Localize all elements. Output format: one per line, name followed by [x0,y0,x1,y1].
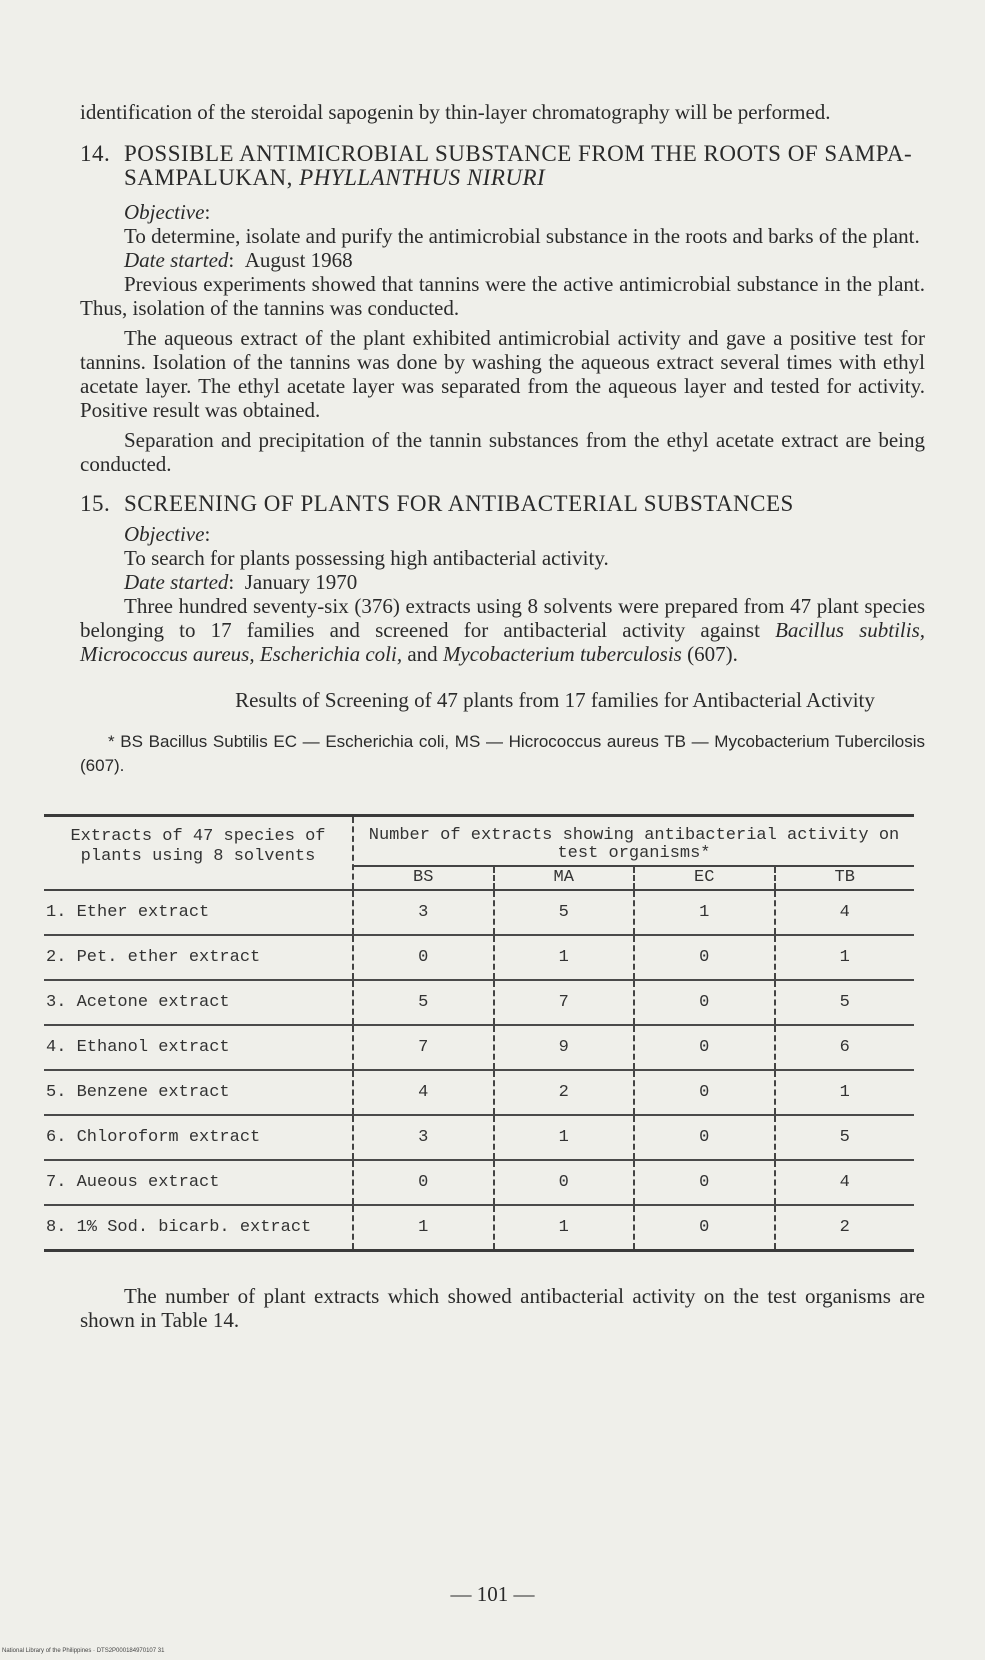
cell-ec: 0 [635,981,776,1024]
species-escherichia: Escherichia coli, [259,642,403,666]
para-text-and: and [407,642,438,666]
cell-bs: 0 [354,1161,495,1204]
table-row [44,1116,914,1161]
row-label: 2. Pet. ether extract [44,936,354,979]
cell-bs: 1 [354,1206,495,1249]
section-14-species: PHYLLANTHUS NIRURI [299,165,546,190]
section-14-objective-text: To determine, isolate and purify the antimicrobial substance in the roots and barks of the plant. [124,224,920,248]
date-label: Date started [124,570,229,594]
column-header-bs: BS [354,867,495,889]
cell-ec: 0 [635,1116,776,1159]
section-15-objective-label: Objective: [124,522,211,546]
cell-ma: 5 [495,891,636,934]
cell-bs: 7 [354,1026,495,1069]
table-caption: Results of Screening of 47 plants from 17 families for Antibacterial Activity [235,688,875,712]
objective-label: Objective [124,200,205,224]
cell-ec: 1 [635,891,776,934]
header-group [354,817,914,889]
date-label: Date started [124,248,229,272]
section-14-date: Date started: August 1968 [124,248,353,272]
cell-ma: 9 [495,1026,636,1069]
intro-text: identification of the steroidal sapogenin by thin-layer chromatography will be performed. [80,100,831,124]
species-micrococcus: Micrococcus aureus, [80,642,255,666]
table-row [44,1206,914,1249]
section-15-objective-text: To search for plants possessing high antibacterial activity. [124,546,609,570]
column-header-ec: EC [635,867,776,889]
section-14-heading [80,142,925,190]
section-15-date: Date started: January 1970 [124,570,358,594]
closing-paragraph: The number of plant extracts which showed antibacterial activity on the test organisms are shown in Table 14. [80,1284,925,1332]
cell-ec: 0 [635,1071,776,1114]
section-14-para-1: Previous experiments showed that tannins were the active antimicrobial substance in the plant. Thus, isolation of the tannins was conducted. [80,272,925,320]
table-row [44,1161,914,1206]
row-label: 6. Chloroform extract [44,1116,354,1159]
reference: (607). [687,642,738,666]
cell-tb: 2 [839,1218,850,1237]
cell-bs: 4 [354,1071,495,1114]
section-14-para-3: Separation and precipitation of the tannin substances from the ethyl acetate extract are being conducted. [80,428,925,476]
header-columns [354,865,914,889]
species-bacillus: Bacillus subtilis, [775,618,925,642]
para-text: Three hundred seventy-six (376) extracts using 8 solvents were prepared from 47 plant species belonging to 17 families and screened for antibacterial activity against [80,594,925,642]
cell-tb: 6 [839,1038,850,1057]
table-row [44,936,914,981]
results-table [44,814,914,1252]
header-group-title: Number of extracts showing antibacterial activity on test organisms* [368,826,900,863]
section-15-heading [80,492,925,516]
table-row [44,1071,914,1116]
cell-ma: 1 [495,936,636,979]
date-value: August 1968 [244,248,353,272]
section-15-title: SCREENING OF PLANTS FOR ANTIBACTERIAL SUBSTANCES [124,491,794,516]
row-label: 1. Ether extract [44,891,354,934]
page-number: — 101 — [450,1582,535,1606]
cell-bs: 3 [354,891,495,934]
header-extracts: Extracts of 47 species of plants using 8 solvents [44,817,354,889]
cell-ma: 1 [495,1116,636,1159]
cell-ec: 0 [635,936,776,979]
cell-ma: 2 [495,1071,636,1114]
cell-ma: 7 [495,981,636,1024]
row-label: 3. Acetone extract [44,981,354,1024]
table-header [44,817,914,891]
cell-tb: 1 [839,1083,850,1102]
cell-tb: 5 [839,993,850,1012]
date-value: January 1970 [244,570,358,594]
cell-tb: 5 [839,1128,850,1147]
table-row [44,891,914,936]
table-row [44,981,914,1026]
cell-ma: 1 [495,1206,636,1249]
cell-bs: 5 [354,981,495,1024]
cell-bs: 0 [354,936,495,979]
scan-footer: National Library of the Philippines · DTS2P000184970107 31 [2,1648,165,1654]
row-label: 7. Aueous extract [44,1161,354,1204]
table-footnote: * BS Bacillus Subtilis EC — Escherichia coli, MS — Hicrococcus aureus TB — Mycobacterium Tubercilosis (607). [80,732,925,775]
cell-ec: 0 [635,1026,776,1069]
cell-ma: 0 [495,1161,636,1204]
species-mycobacterium: Mycobacterium tuberculosis [442,642,682,666]
section-15-number: 15. [80,491,111,516]
section-14-title: POSSIBLE ANTIMICROBIAL SUBSTANCE FROM THE ROOTS OF SAMPA-SAMPALUKAN, [124,141,913,190]
cell-tb: 4 [839,1173,850,1192]
row-label: 8. 1% Sod. bicarb. extract [44,1206,354,1249]
section-14-number: 14. [80,141,111,166]
section-15-para [80,594,925,666]
cell-ec: 0 [635,1161,776,1204]
cell-bs: 3 [354,1116,495,1159]
table-row [44,1026,914,1071]
objective-label: Objective [124,522,205,546]
row-label: 5. Benzene extract [44,1071,354,1114]
column-header-ma: MA [495,867,636,889]
section-14-objective-label: Objective: [124,200,211,224]
cell-tb: 1 [839,948,850,967]
cell-ec: 0 [635,1206,776,1249]
section-14-para-2: The aqueous extract of the plant exhibited antimicrobial activity and gave a positive test for tannins. Isolation of the tannins was done by washing the aqueous extract several times with ethyl acetate layer. The ethyl acetate layer was separated from the aqueous layer and tested for activity. Positive result was obtained. [80,326,925,422]
cell-tb: 4 [839,903,850,922]
column-header-tb: TB [834,868,855,887]
row-label: 4. Ethanol extract [44,1026,354,1069]
